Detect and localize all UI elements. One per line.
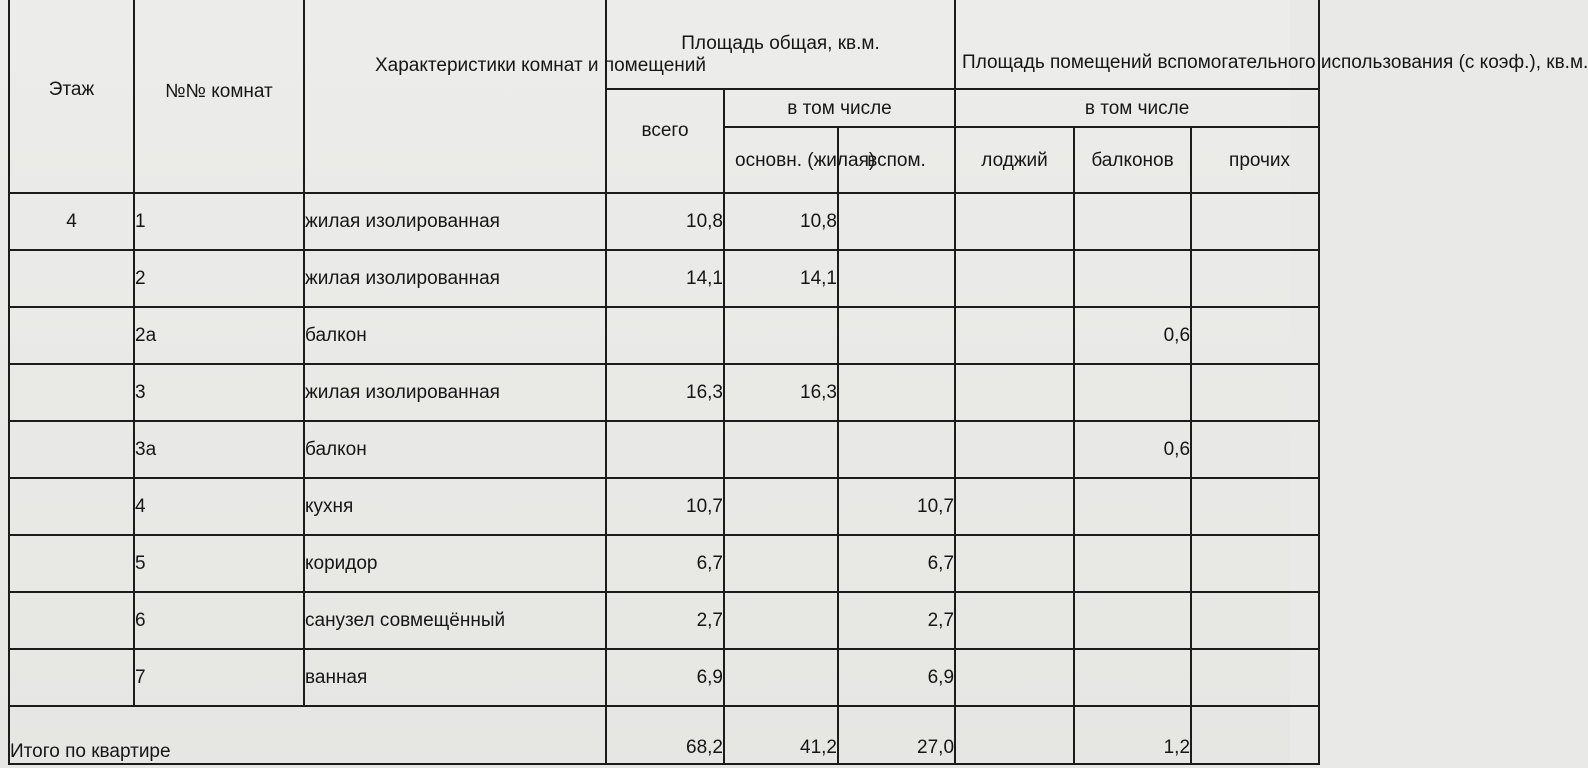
- cell-floor: [9, 478, 134, 535]
- cell-floor: [9, 250, 134, 307]
- header-row-1: [9, 0, 1319, 89]
- cell-room-name: кухня: [304, 478, 606, 535]
- totals-balcony: 1,2: [1074, 706, 1191, 764]
- cell-room-name: ванная: [304, 649, 606, 706]
- cell-other: [1191, 250, 1319, 307]
- table-row: [9, 193, 1319, 250]
- cell-room-name: коридор: [304, 535, 606, 592]
- cell-room-number: 4: [134, 478, 304, 535]
- table-row: [9, 307, 1319, 364]
- cell-area-total: [606, 307, 724, 364]
- cell-balcony: [1074, 193, 1191, 250]
- cell-area-main: 14,1: [724, 250, 838, 307]
- cell-balcony: 0,6: [1074, 307, 1191, 364]
- cell-area-aux: 6,7: [838, 535, 955, 592]
- cell-other: [1191, 364, 1319, 421]
- header-characteristics: Характеристики комнат и помещений: [304, 0, 606, 193]
- cell-balcony: 0,6: [1074, 421, 1191, 478]
- cell-area-aux: [838, 193, 955, 250]
- header-area-aux: Площадь помещений вспомогательного использования (с коэф.), кв.м.: [955, 0, 1319, 89]
- cell-loggia: [955, 193, 1074, 250]
- cell-floor: [9, 421, 134, 478]
- cell-area-aux: [838, 250, 955, 307]
- table-row: [9, 250, 1319, 307]
- cell-other: [1191, 649, 1319, 706]
- header-aux: вспом.: [838, 127, 955, 193]
- cell-area-total: 14,1: [606, 250, 724, 307]
- cell-room-name: санузел совмещённый: [304, 592, 606, 649]
- cell-area-main: [724, 307, 838, 364]
- cell-loggia: [955, 535, 1074, 592]
- cell-floor: 4: [9, 193, 134, 250]
- totals-aux: 27,0: [838, 706, 955, 764]
- cell-other: [1191, 535, 1319, 592]
- header-floor: Этаж: [9, 0, 134, 193]
- cell-room-name: балкон: [304, 307, 606, 364]
- cell-room-name: жилая изолированная: [304, 193, 606, 250]
- cell-area-main: [724, 535, 838, 592]
- cell-floor: [9, 364, 134, 421]
- cell-room-number: 2а: [134, 307, 304, 364]
- cell-balcony: [1074, 592, 1191, 649]
- cell-floor: [9, 307, 134, 364]
- cell-other: [1191, 421, 1319, 478]
- cell-area-main: 10,8: [724, 193, 838, 250]
- header-loggias: лоджий: [955, 127, 1074, 193]
- cell-area-main: [724, 649, 838, 706]
- cell-area-aux: [838, 307, 955, 364]
- cell-loggia: [955, 478, 1074, 535]
- cell-area-total: 6,7: [606, 535, 724, 592]
- table-row: [9, 364, 1319, 421]
- cell-room-number: 3: [134, 364, 304, 421]
- cell-balcony: [1074, 649, 1191, 706]
- cell-area-aux: [838, 364, 955, 421]
- header-room-number: №№ комнат: [134, 0, 304, 193]
- cell-area-main: [724, 421, 838, 478]
- header-main-living: основн. (жилая): [724, 127, 838, 193]
- cell-loggia: [955, 364, 1074, 421]
- cell-area-aux: [838, 421, 955, 478]
- cell-area-main: 16,3: [724, 364, 838, 421]
- room-area-table: [8, 0, 1588, 765]
- cell-area-total: 10,7: [606, 478, 724, 535]
- cell-balcony: [1074, 250, 1191, 307]
- cell-area-total: [606, 421, 724, 478]
- cell-area-aux: 6,9: [838, 649, 955, 706]
- header-other: прочих: [1191, 127, 1319, 193]
- table-row: [9, 649, 1319, 706]
- cell-floor: [9, 649, 134, 706]
- cell-loggia: [955, 250, 1074, 307]
- totals-total: 68,2: [606, 706, 724, 764]
- cell-floor: [9, 592, 134, 649]
- cell-area-total: 10,8: [606, 193, 724, 250]
- header-incl-total: в том числе: [724, 89, 955, 127]
- cell-loggia: [955, 421, 1074, 478]
- cell-room-name: балкон: [304, 421, 606, 478]
- cell-balcony: [1074, 535, 1191, 592]
- totals-label: Итого по квартире: [9, 706, 606, 764]
- cell-other: [1191, 307, 1319, 364]
- cell-loggia: [955, 592, 1074, 649]
- totals-main: 41,2: [724, 706, 838, 764]
- header-balconies: балконов: [1074, 127, 1191, 193]
- cell-room-name: жилая изолированная: [304, 250, 606, 307]
- cell-area-aux: 10,7: [838, 478, 955, 535]
- cell-room-number: 7: [134, 649, 304, 706]
- cell-area-main: [724, 592, 838, 649]
- table-body: [9, 193, 1319, 706]
- table-row: [9, 535, 1319, 592]
- table-row: [9, 421, 1319, 478]
- cell-room-number: 1: [134, 193, 304, 250]
- table-row: [9, 478, 1319, 535]
- cell-room-number: 2: [134, 250, 304, 307]
- totals-loggia: [955, 706, 1074, 764]
- header-incl-aux: в том числе: [955, 89, 1319, 127]
- totals-other: [1191, 706, 1319, 764]
- cell-room-number: 6: [134, 592, 304, 649]
- cell-area-aux: 2,7: [838, 592, 955, 649]
- header-total: всего: [606, 89, 724, 193]
- cell-other: [1191, 592, 1319, 649]
- cell-room-number: 3а: [134, 421, 304, 478]
- cell-loggia: [955, 649, 1074, 706]
- cell-balcony: [1074, 364, 1191, 421]
- totals-row: [9, 706, 1319, 764]
- cell-room-name: жилая изолированная: [304, 364, 606, 421]
- cell-area-main: [724, 478, 838, 535]
- cell-area-total: 6,9: [606, 649, 724, 706]
- cell-area-total: 16,3: [606, 364, 724, 421]
- table-row: [9, 592, 1319, 649]
- cell-loggia: [955, 307, 1074, 364]
- cell-balcony: [1074, 478, 1191, 535]
- header-area-total: Площадь общая, кв.м.: [606, 0, 955, 89]
- cell-room-number: 5: [134, 535, 304, 592]
- cell-area-total: 2,7: [606, 592, 724, 649]
- cell-other: [1191, 193, 1319, 250]
- cell-other: [1191, 478, 1319, 535]
- cell-floor: [9, 535, 134, 592]
